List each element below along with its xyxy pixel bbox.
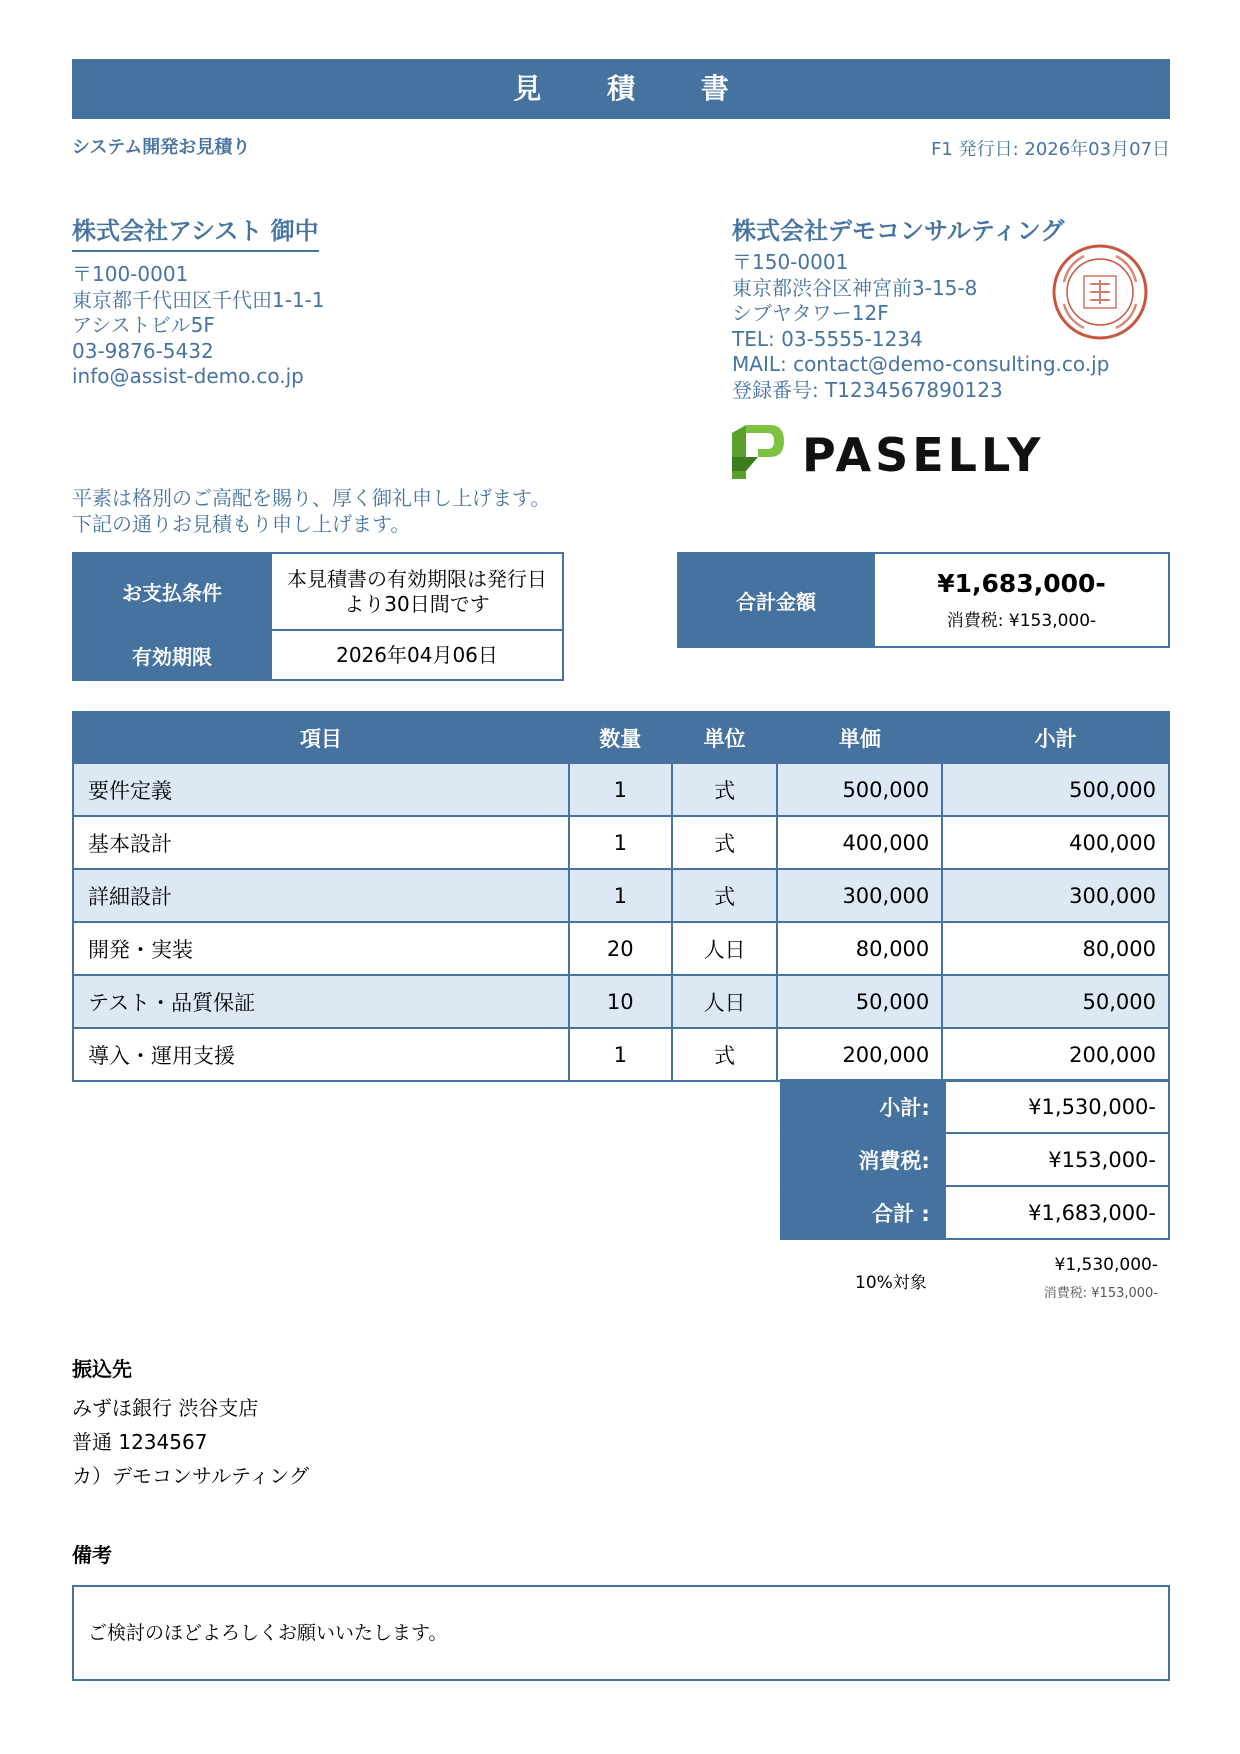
item-unit: 人日 bbox=[672, 922, 778, 975]
item-unit: 人日 bbox=[672, 975, 778, 1028]
item-subtotal: 500,000 bbox=[942, 763, 1169, 816]
sender-address: 東京都渋谷区神宮前3-15-8 bbox=[732, 275, 978, 300]
item-price: 50,000 bbox=[777, 975, 942, 1028]
item-price: 500,000 bbox=[777, 763, 942, 816]
table-row bbox=[73, 816, 1169, 869]
bank-name: みずほ銀行 渋谷支店 bbox=[72, 1396, 259, 1420]
item-unit: 式 bbox=[672, 1028, 778, 1081]
item-subtotal: 50,000 bbox=[942, 975, 1169, 1028]
item-price: 400,000 bbox=[777, 816, 942, 869]
recipient-postal: 〒100-0001 bbox=[72, 262, 189, 286]
total-amount: ¥1,683,000- bbox=[937, 569, 1106, 598]
item-unit: 式 bbox=[672, 763, 778, 816]
column-header-subtotal: 小計 bbox=[942, 712, 1169, 763]
total-tax: 消費税: ¥153,000- bbox=[946, 611, 1097, 631]
item-qty: 1 bbox=[569, 1028, 672, 1081]
item-name: 開発・実装 bbox=[73, 922, 569, 975]
table-row bbox=[73, 1028, 1169, 1081]
company-seal-icon bbox=[1050, 242, 1150, 342]
recipient-name: 株式会社アシスト 御中 bbox=[72, 211, 319, 252]
sender-email[interactable]: MAIL: contact@demo-consulting.co.jp bbox=[732, 352, 1110, 376]
sender-name: 株式会社デモコンサルティング bbox=[732, 217, 1065, 245]
column-header-qty: 数量 bbox=[569, 712, 672, 763]
greeting-line: 下記の通りお見積もり申し上げます。 bbox=[72, 512, 411, 536]
recipient-email[interactable]: info@assist-demo.co.jp bbox=[72, 364, 304, 388]
recipient-address: 東京都千代田区千代田1-1-1 bbox=[72, 287, 325, 312]
table-row bbox=[73, 763, 1169, 816]
tax-rate-amount: ¥1,530,000- bbox=[1054, 1255, 1158, 1275]
item-price: 300,000 bbox=[777, 869, 942, 922]
item-subtotal: 400,000 bbox=[942, 816, 1169, 869]
item-price: 200,000 bbox=[777, 1028, 942, 1081]
bank-title: 振込先 bbox=[72, 1357, 132, 1381]
summary-tax-label: 消費税: bbox=[781, 1133, 945, 1186]
summary-table bbox=[780, 1079, 1170, 1240]
column-header-unit: 単位 bbox=[672, 712, 778, 763]
item-price: 80,000 bbox=[777, 922, 942, 975]
recipient-info bbox=[72, 262, 325, 390]
item-qty: 1 bbox=[569, 816, 672, 869]
validity-label: 有効期限 bbox=[73, 630, 271, 680]
item-qty: 1 bbox=[569, 763, 672, 816]
item-subtotal: 80,000 bbox=[942, 922, 1169, 975]
item-name: 基本設計 bbox=[73, 816, 569, 869]
summary-total-value: ¥1,683,000- bbox=[945, 1186, 1169, 1239]
tax-rate-tax: 消費税: ¥153,000- bbox=[1043, 1286, 1158, 1301]
paselly-logo bbox=[730, 421, 1050, 483]
tax-rate-label: 10%対象 bbox=[855, 1273, 927, 1293]
item-qty: 20 bbox=[569, 922, 672, 975]
sender-registration: 登録番号: T1234567890123 bbox=[732, 377, 1003, 402]
bank-account: 普通 1234567 bbox=[72, 1430, 208, 1454]
recipient-phone: 03-9876-5432 bbox=[72, 338, 214, 363]
notes-title: 備考 bbox=[72, 1543, 112, 1567]
sender-phone: TEL: 03-5555-1234 bbox=[732, 326, 923, 351]
payment-terms-label: お支払条件 bbox=[73, 553, 271, 630]
sender-postal: 〒150-0001 bbox=[732, 250, 849, 274]
subject: システム開発お見積り bbox=[72, 137, 251, 158]
item-name: 要件定義 bbox=[73, 763, 569, 816]
column-header-item: 項目 bbox=[73, 712, 569, 763]
notes-box: ご検討のほどよろしくお願いいたします。 bbox=[72, 1585, 1170, 1681]
summary-total-label: 合計 : bbox=[781, 1186, 945, 1239]
document-title: 見 積 書 bbox=[72, 59, 1170, 119]
bank-info bbox=[72, 1391, 309, 1493]
issue-date: F1 発行日: 2026年03月07日 bbox=[931, 139, 1170, 160]
table-row bbox=[73, 922, 1169, 975]
item-qty: 1 bbox=[569, 869, 672, 922]
item-name: テスト・品質保証 bbox=[73, 975, 569, 1028]
table-row bbox=[73, 975, 1169, 1028]
item-qty: 10 bbox=[569, 975, 672, 1028]
item-unit: 式 bbox=[672, 816, 778, 869]
svg-text:PASELLY: PASELLY bbox=[802, 428, 1045, 482]
total-amount-cell bbox=[874, 553, 1169, 647]
summary-subtotal-value: ¥1,530,000- bbox=[945, 1080, 1169, 1133]
table-row bbox=[73, 869, 1169, 922]
terms-table bbox=[72, 552, 564, 681]
summary-subtotal-label: 小計: bbox=[781, 1080, 945, 1133]
total-box bbox=[677, 552, 1170, 648]
payment-terms-value: 本見積書の有効期限は発行日より30日間です bbox=[271, 553, 563, 630]
total-amount-label: 合計金額 bbox=[678, 553, 874, 647]
column-header-price: 単価 bbox=[777, 712, 942, 763]
greeting-line: 平素は格別のご高配を賜り、厚く御礼申し上げます。 bbox=[72, 486, 551, 510]
bank-holder: カ）デモコンサルティング bbox=[72, 1464, 309, 1488]
validity-value: 2026年04月06日 bbox=[271, 630, 563, 680]
greeting bbox=[72, 485, 550, 537]
item-subtotal: 200,000 bbox=[942, 1028, 1169, 1081]
item-unit: 式 bbox=[672, 869, 778, 922]
item-name: 導入・運用支援 bbox=[73, 1028, 569, 1081]
sender-building: シブヤタワー12F bbox=[732, 301, 889, 325]
item-subtotal: 300,000 bbox=[942, 869, 1169, 922]
summary-tax-value: ¥153,000- bbox=[945, 1133, 1169, 1186]
recipient-building: アシストビル5F bbox=[72, 313, 215, 337]
item-name: 詳細設計 bbox=[73, 869, 569, 922]
items-table bbox=[72, 711, 1170, 1082]
